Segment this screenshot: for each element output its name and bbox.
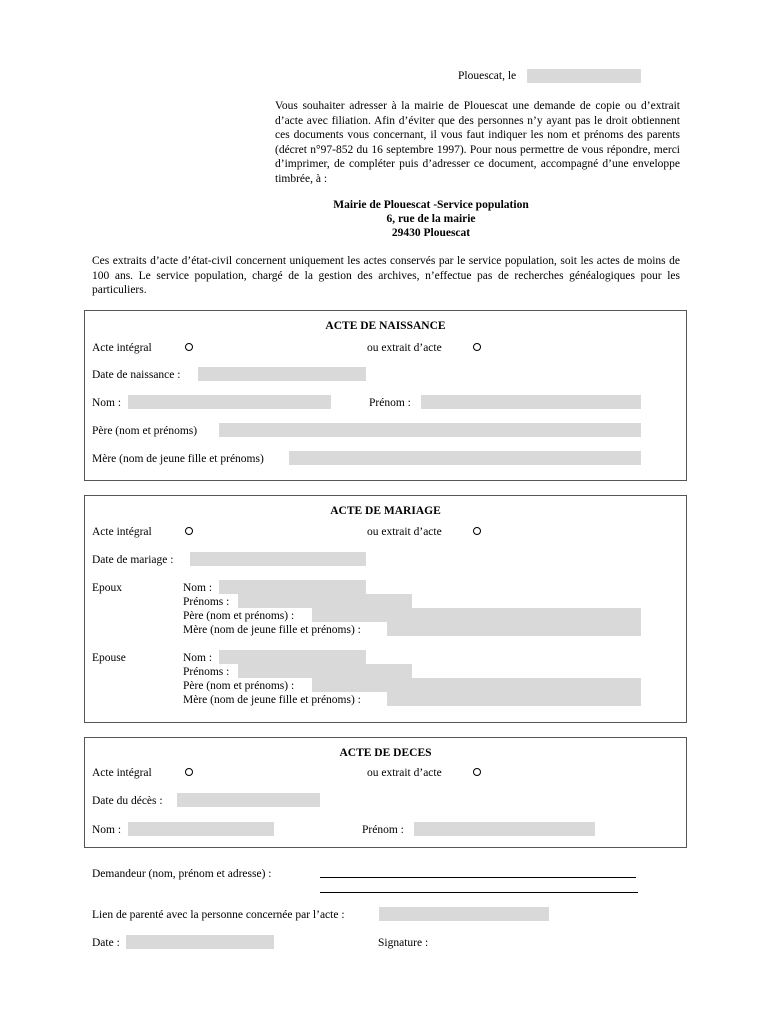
epoux-pere-field[interactable] bbox=[312, 608, 641, 622]
naissance-pere-label: Père (nom et prénoms) bbox=[92, 425, 198, 437]
deces-nom-field[interactable] bbox=[128, 822, 274, 836]
deces-title: ACTE DE DECES bbox=[339, 747, 432, 759]
address-line-2: 6, rue de la mairie bbox=[386, 213, 476, 225]
naissance-nom-label: Nom : bbox=[92, 397, 122, 409]
address-line-3: 29430 Plouescat bbox=[391, 227, 471, 239]
naissance-pere-field[interactable] bbox=[219, 423, 641, 437]
date-label: Date : bbox=[92, 937, 120, 949]
notice-text: Ces extraits d’acte d’état-civil concernent uniquement les actes conservés par le service population, soit les actes de moins de 100 ans. Le service population, chargé de la gestion des archives, n’effectue pas de recherches généalogiques pour les particuliers. bbox=[92, 255, 680, 297]
signature-label: Signature : bbox=[378, 937, 429, 949]
address-block bbox=[275, 198, 587, 240]
naissance-date-label: Date de naissance : bbox=[92, 369, 181, 381]
naissance-integral-radio[interactable] bbox=[185, 343, 193, 351]
epoux-prenoms-label: Prénoms : bbox=[183, 596, 230, 608]
epoux-mere-field[interactable] bbox=[387, 622, 641, 636]
epouse-prenoms-label: Prénoms : bbox=[183, 666, 230, 678]
mariage-integral-radio[interactable] bbox=[185, 527, 193, 535]
mariage-extrait-radio[interactable] bbox=[473, 527, 481, 535]
deces-nom-label: Nom : bbox=[92, 824, 122, 836]
epouse-pere-field[interactable] bbox=[312, 678, 641, 692]
deces-prenom-field[interactable] bbox=[414, 822, 595, 836]
epouse-pere-label: Père (nom et prénoms) : bbox=[183, 680, 295, 692]
naissance-extrait-radio[interactable] bbox=[473, 343, 481, 351]
intro-text: Vous souhaiter adresser à la mairie de Plouescat une demande de copie ou d’extrait d’acte avec filiation. Afin d’éviter que des personnes n’y ayant pas le droit obtiennent ces documents vous concernant, il vous faut indiquer les nom et prénoms des parents (décret n°97-852 du 16 septembre 1997). Pour nous permettre de vous répondre, merci d’imprimer, de compléter puis d’adresser ce document, accompagné d’une enveloppe timbrée, à : bbox=[275, 100, 680, 185]
epoux-nom-field[interactable] bbox=[219, 580, 366, 594]
demandeur-line-1[interactable] bbox=[320, 877, 636, 878]
mariage-date-field[interactable] bbox=[190, 552, 366, 566]
deces-extrait-radio[interactable] bbox=[473, 768, 481, 776]
mariage-integral-label: Acte intégral bbox=[92, 526, 152, 538]
epoux-prenoms-field[interactable] bbox=[238, 594, 412, 608]
epouse-nom-field[interactable] bbox=[219, 650, 366, 664]
deces-prenom-label: Prénom : bbox=[362, 824, 404, 836]
epouse-prenoms-field[interactable] bbox=[238, 664, 412, 678]
deces-extrait-label: ou extrait d’acte bbox=[367, 767, 442, 779]
naissance-nom-field[interactable] bbox=[128, 395, 331, 409]
deces-date-label: Date du décès : bbox=[92, 795, 163, 807]
mariage-title: ACTE DE MARIAGE bbox=[330, 505, 441, 517]
naissance-date-field[interactable] bbox=[198, 367, 366, 381]
demandeur-label: Demandeur (nom, prénom et adresse) : bbox=[92, 868, 272, 880]
deces-integral-radio[interactable] bbox=[185, 768, 193, 776]
deces-integral-label: Acte intégral bbox=[92, 767, 152, 779]
place-date-label: Plouescat, le bbox=[458, 70, 517, 82]
address-line-1: Mairie de Plouescat -Service population bbox=[333, 199, 529, 211]
naissance-mere-field[interactable] bbox=[289, 451, 641, 465]
epoux-mere-label: Mère (nom de jeune fille et prénoms) : bbox=[183, 624, 361, 636]
epouse-mere-label: Mère (nom de jeune fille et prénoms) : bbox=[183, 694, 361, 706]
naissance-extrait-label: ou extrait d’acte bbox=[367, 342, 442, 354]
lien-parente-field[interactable] bbox=[379, 907, 549, 921]
naissance-prenom-label: Prénom : bbox=[369, 397, 411, 409]
lien-parente-label: Lien de parenté avec la personne concernée par l’acte : bbox=[92, 909, 345, 921]
deces-date-field[interactable] bbox=[177, 793, 320, 807]
naissance-title: ACTE DE NAISSANCE bbox=[325, 320, 446, 332]
naissance-mere-label: Mère (nom de jeune fille et prénoms) bbox=[92, 453, 264, 465]
naissance-integral-label: Acte intégral bbox=[92, 342, 152, 354]
epouse-nom-label: Nom : bbox=[183, 652, 213, 664]
epoux-label: Epoux bbox=[92, 582, 123, 594]
mariage-extrait-label: ou extrait d’acte bbox=[367, 526, 442, 538]
naissance-prenom-field[interactable] bbox=[421, 395, 641, 409]
epouse-label: Epouse bbox=[92, 652, 126, 664]
epouse-mere-field[interactable] bbox=[387, 692, 641, 706]
demandeur-line-2[interactable] bbox=[320, 892, 638, 893]
epoux-pere-label: Père (nom et prénoms) : bbox=[183, 610, 295, 622]
mariage-date-label: Date de mariage : bbox=[92, 554, 174, 566]
epoux-nom-label: Nom : bbox=[183, 582, 213, 594]
date-field[interactable] bbox=[126, 935, 274, 949]
place-date-field[interactable] bbox=[527, 69, 641, 83]
